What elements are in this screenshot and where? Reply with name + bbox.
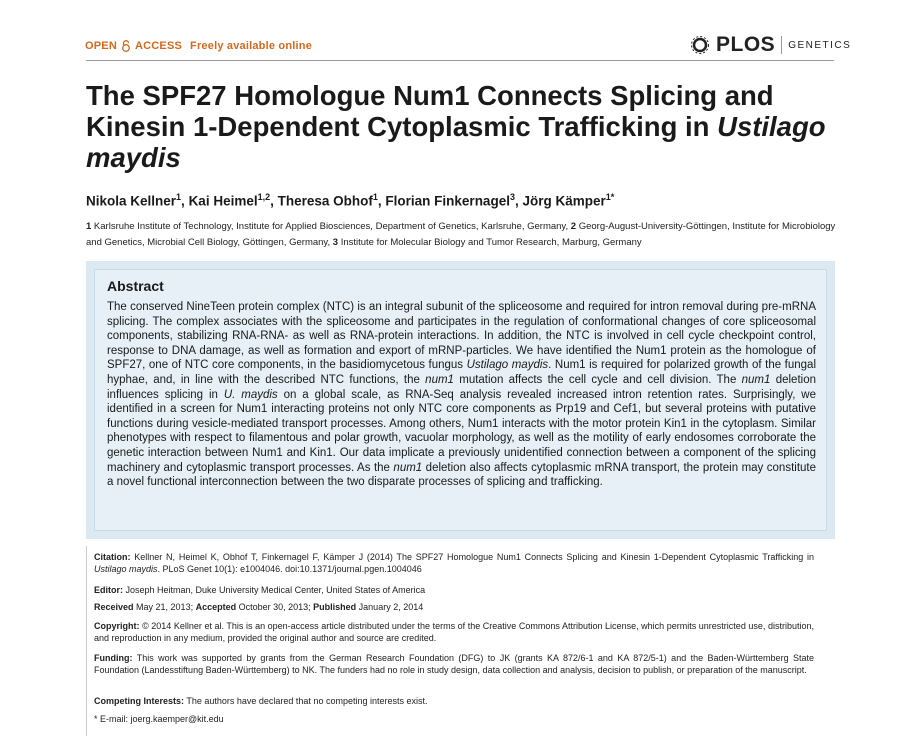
author-affil: 1 [176,192,182,202]
competing-text: The authors have declared that no competing interests exist. [184,696,428,706]
title-italic-genus: Ustilago [717,111,826,142]
dates [94,601,814,613]
abstract-part: . Num1 is required for polarized growth of the fungal hyphae, and, in line with the described NTC functions, the [107,359,817,386]
citation-label: Citation: [94,552,131,562]
copyright-label: Copyright: [94,621,140,631]
citation [94,551,814,575]
abstract-part: mutation affects the cell cycle and cell division. The [453,373,742,386]
abstract-italic: num1 [741,373,771,386]
copyright-text: © 2014 Kellner et al. This is an open-access article distributed under the terms of the Creative Commons Attribution License, which permits unrestricted use, distribution, and reproduction in any medium, provided the original author and source are credited. [94,621,814,643]
published-date: January 2, 2014 [356,602,424,612]
access-label: ACCESS [134,40,183,52]
header-rule [86,60,834,61]
funding-label: Funding: [94,653,133,663]
freely-available-label: Freely available online [190,40,313,52]
abstract-italic: Ustilago maydis [466,359,549,372]
abstract-part: on a global scale, as RNA-Seq analysis revealed increased intron retention rates. Surprisingly, we identified in a screen for Num1 interacting proteins not only NTC core components as Prp19 and Cef1, but several proteins with putative functions during vesicle-mediated transport processes. Among others, Num1 interacts with the motor protein Kin1 in the cytoplasm. Similar phenotypes with respect to filamentous and polar growth, vacuolar morphology, as well as the motility of early endosomes corroborate the genetic interaction between Num1 and Kin1. Our data implicate a previously unidentified connection between a component of the splicing machinery and cytoplasmic transport processes. As the [107,388,817,474]
author: Jörg Kämper [522,193,606,209]
competing-label: Competing Interests: [94,696,185,706]
open-label: OPEN [85,40,117,52]
editor [94,584,814,596]
accepted-label: Accepted [195,602,237,612]
citation-text-2: . PLoS Genet 10(1): e1004046. doi:10.1371/journal.pgen.1004046 [157,564,422,574]
plos-logo-icon [690,35,710,55]
received-date: May 21, 2013; [133,602,196,612]
author: Nikola Kellner [86,193,177,209]
abstract-box [86,261,835,539]
funding [94,652,814,676]
corresponding-email[interactable]: * E-mail: joerg.kaemper@kit.edu [94,714,224,724]
copyright [94,620,814,644]
affil-text: Institute for Molecular Biology and Tumor Research, Marburg, Germany [338,237,642,248]
funding-text: This work was supported by grants from the German Research Foundation (DFG) to JK (grants KA 872/6-1 and KA 872/5-1) and the Baden-Württemberg State Foundation (Landesstiftung Baden-Württemberg) to NK. The funders had no role in study design, data collection and analysis, decision to publish, or preparation of the manuscript. [94,653,814,675]
plos-logo-text: PLOS [716,33,776,56]
author-affil: 1 [372,192,378,202]
title-italic-species: maydis [86,142,181,173]
citation-italic: Ustilago maydis [94,564,158,574]
title-line-1: The SPF27 Homologue Num1 Connects Splicing and [86,80,774,111]
abstract-panel [94,269,827,531]
title-line-2: Kinesin 1-Dependent Cytoplasmic Trafficking in [86,111,718,142]
abstract-part: deletion influences splicing in [107,373,816,401]
received-label: Received [94,602,134,612]
author: Theresa Obhof [277,193,373,209]
editor-text: Joseph Heitman, Duke University Medical Center, United States of America [123,585,426,595]
abstract-text [107,300,816,490]
abstract-part: deletion also affects cytoplasmic mRNA transport, the protein may constitute a novel functional interconnection between the two disparate processes of splicing and trafficking. [107,461,816,489]
affiliations [86,219,838,251]
author-affil: 1* [605,192,615,202]
info-divider [86,546,87,736]
journal-brand [690,33,851,57]
journal-section: GENETICS [788,39,852,51]
competing-interests [94,695,814,707]
author: Kai Heimel [188,193,258,209]
author-affil: 1,2 [257,192,271,202]
citation-text: Kellner N, Heimel K, Obhof T, Finkernagel F, Kämper J (2014) The SPF27 Homologue Num1 Connects Splicing and Kinesin 1-Dependent Cytoplasmic Trafficking in [130,552,814,562]
abstract-italic: num1 [393,461,423,474]
affil-num: 1 [86,221,92,232]
accepted-date: October 30, 2013; [236,602,314,612]
open-access-badge [85,40,312,52]
article-title [86,80,846,173]
author-affil: 3 [509,192,515,202]
affil-num: 3 [332,237,339,248]
abstract-part: The conserved NineTeen protein complex (NTC) is an integral subunit of the spliceosome and required for intron removal during pre-mRNA splicing. The complex associates with the spliceosome and participates in the regulation of conformational changes of core spliceosomal components, stabilizing RNA-RNA- as well as RNA-protein interactions. In addition, the NTC is involved in cell cycle checkpoint control, response to DNA damage, as well as formation and export of mRNP-particles. We have identified the Num1 protein as the homologue of SPF27, one of NTC core components, in the basidiomycetous fungus [107,301,816,372]
affil-num: 2 [570,221,577,232]
open-lock-icon [121,40,131,52]
editor-label: Editor: [94,585,123,595]
logo-separator [781,36,782,54]
abstract-italic: num1 [425,373,454,386]
author-list: Nikola Kellner$^1$, Kai Heimel$^{1,2}$, Theresa Obhof$^1$, Florian Finkernagel$^3$, Jörg Kämper$^{1*}$ [86,192,615,209]
affil-text: Georg-August-University-Göttingen, Institute for Microbiology and Genetics, Microbial Cell Biology, Göttingen, Germany, [86,221,836,248]
published-label: Published [313,602,357,612]
abstract-italic: U. maydis [223,388,278,401]
affil-text: Karlsruhe Institute of Technology, Institute for Applied Biosciences, Department of Genetics, Karlsruhe, Germany, [91,221,571,232]
abstract-heading: Abstract [107,278,164,294]
author: Florian Finkernagel [385,193,510,209]
